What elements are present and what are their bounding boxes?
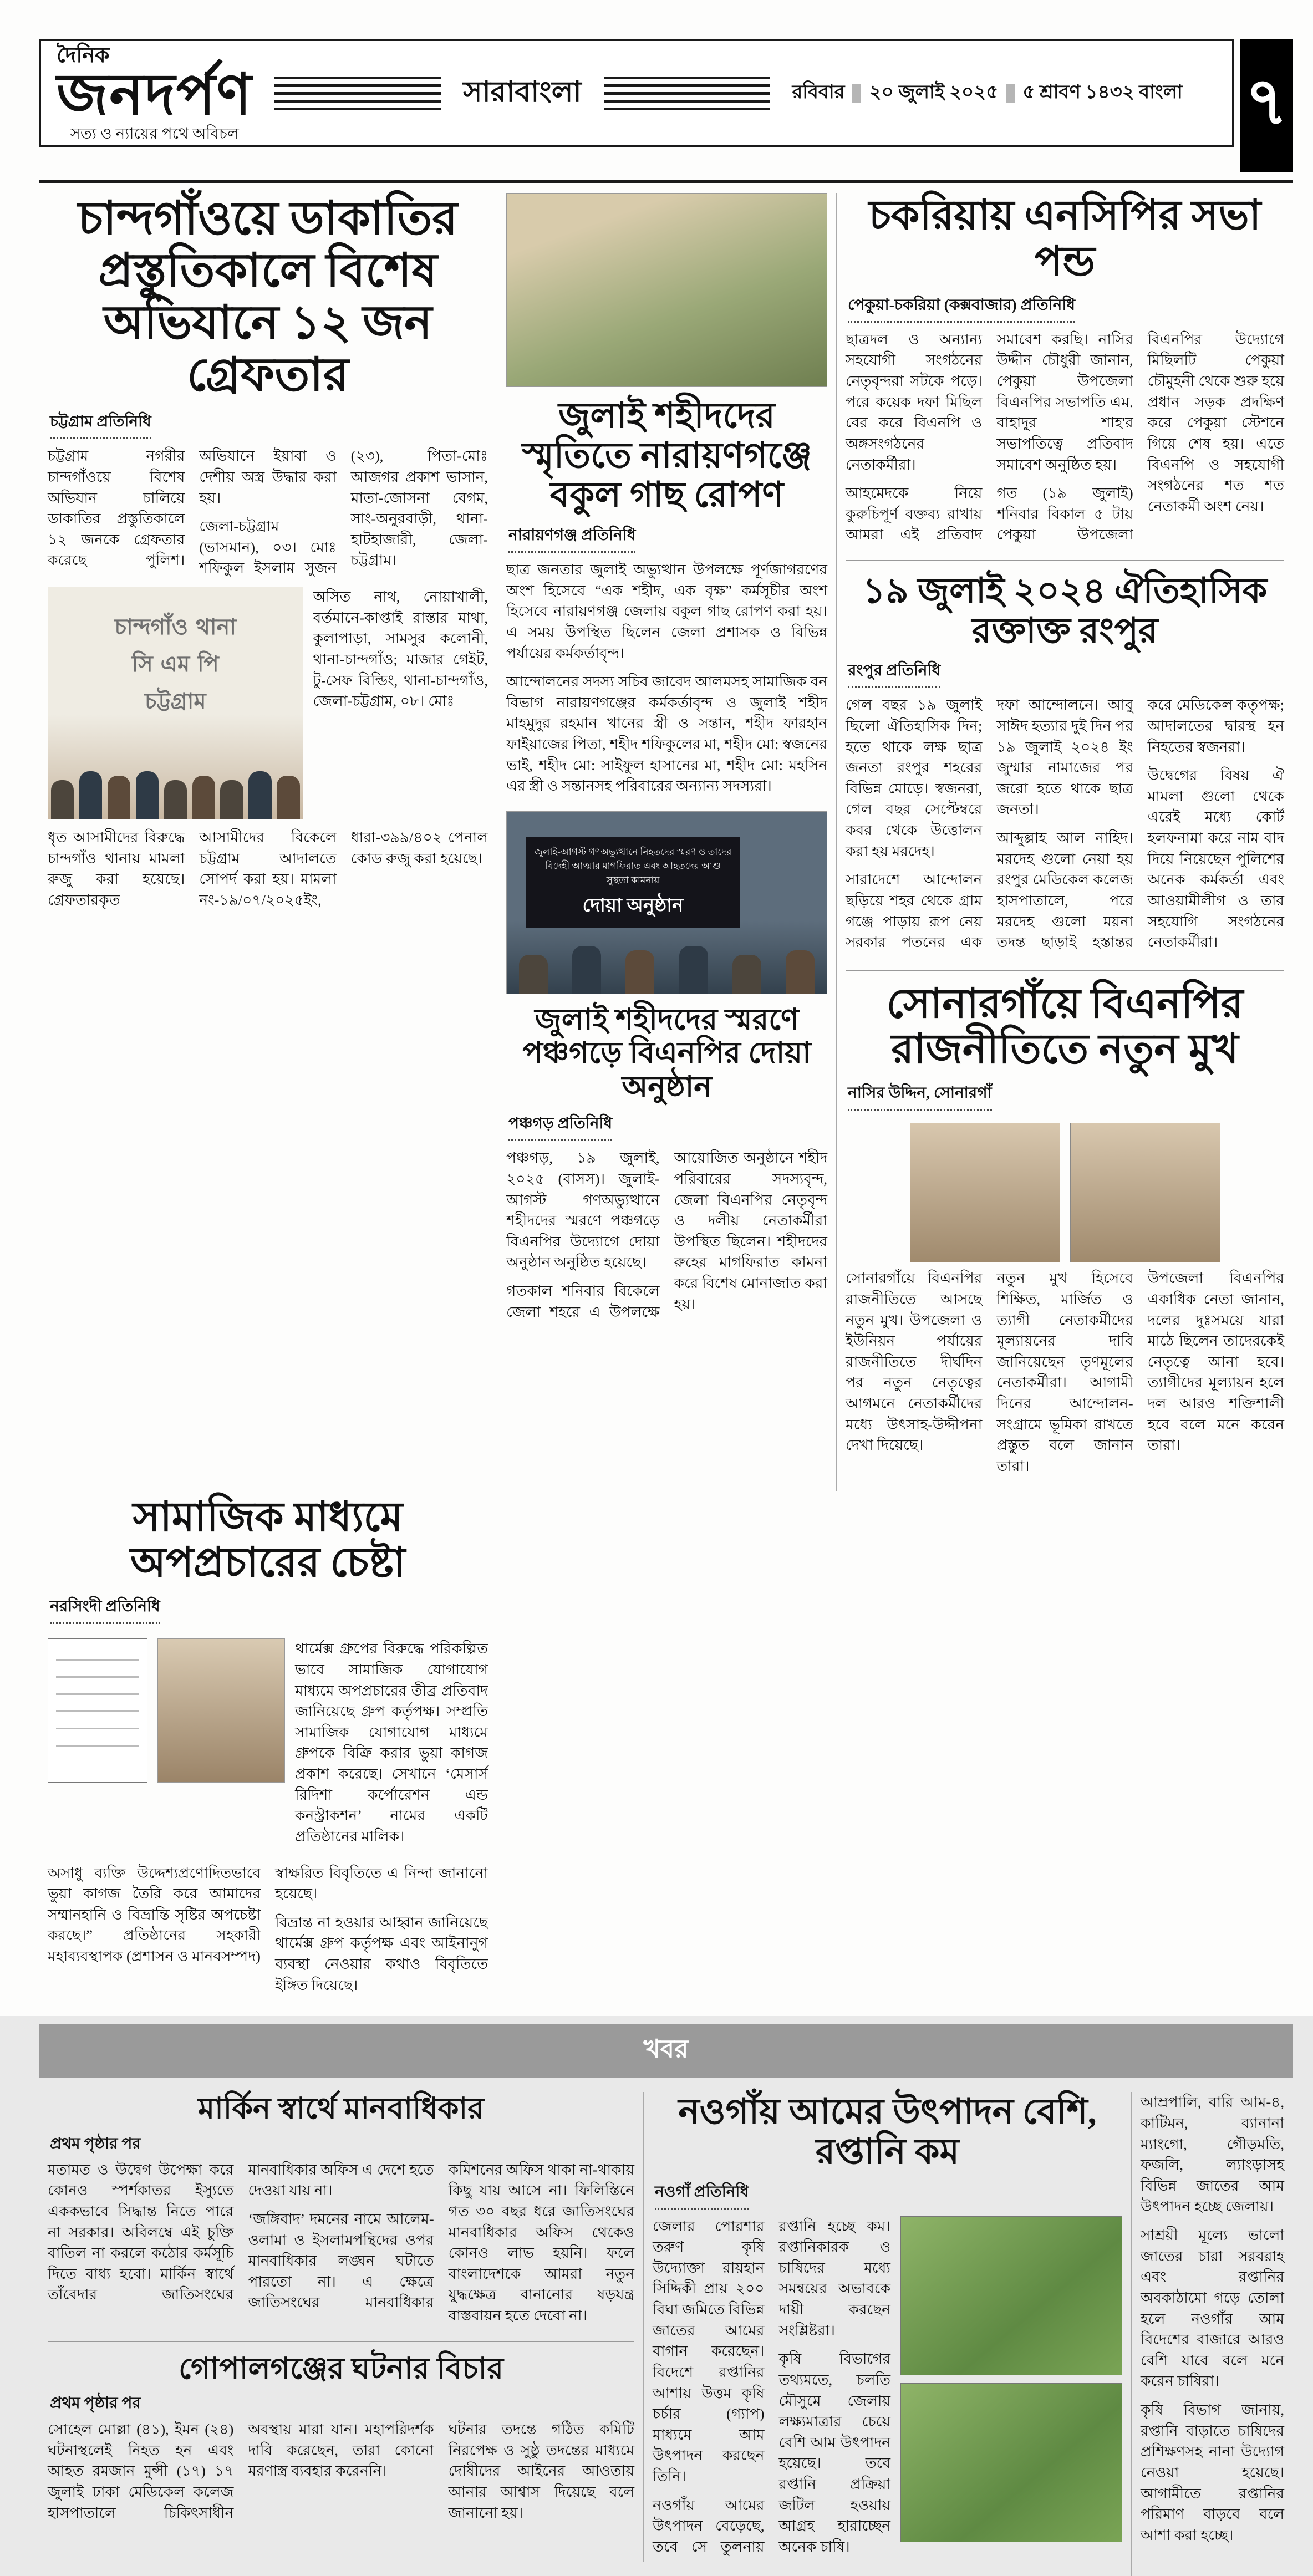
byline: পেকুয়া-চকরিয়া (কক্সবাজার) প্রতিনিধি <box>848 293 1075 323</box>
photo-wall-text-line2: সি এম পি চট্টগ্রাম <box>131 651 219 715</box>
photo-leader-portrait-1-image <box>910 1123 1060 1262</box>
right-column <box>836 193 1293 1491</box>
headline: সামাজিক মাধ্যমে অপপ্রচারের চেষ্টা <box>130 1494 406 1586</box>
byline: রংপুর প্রতিনিধি <box>848 658 940 688</box>
article-narsingdi-propaganda <box>39 1495 497 1996</box>
byline: নাসির উদ্দিন, সোনারগাঁ <box>848 1081 992 1111</box>
article-divider <box>846 970 1284 971</box>
header-rule <box>39 180 1293 183</box>
photo-mango-orchard-1-image <box>900 2216 1122 2375</box>
date-separator <box>1006 84 1015 103</box>
narsingdi-band-spacer <box>497 1495 1293 2010</box>
photo-dua-event-image <box>506 811 827 994</box>
continued-from-front-label: প্রথম পৃষ্ঠার পর <box>50 2395 141 2412</box>
headline: মার্কিন স্বার্থে মানবাধিকার <box>198 2092 484 2126</box>
banner-text: জুলাই-আগস্ট গণঅভ্যুত্থানে নিহতদের স্মরণ ও তাদের বিদেহী আত্মার মাগফিরাত এবং আহতদের আশু সুস্থতা কামনায় <box>534 846 732 885</box>
suspects-silhouettes <box>48 771 303 819</box>
article-body: থার্মেক্স গ্রুপের বিরুদ্ধে পরিকল্পিত ভাবে সামাজিক যোগাযোগ মাধ্যমে অপপ্রচারের তীব্র প্রতিবাদ জানিয়েছে গ্রুপ কর্তৃপক্ষ। সম্প্রতি সামাজিক যোগাযোগ মাধ্যমে গ্রুপকে বিক্রি করার ভুয়া কাগজ প্রকাশ করেছে। সেখানে ‘মেসার্স রিদিশা কর্পোরেশন এন্ড কনস্ট্রাকশন’ নামের একটি প্রতিষ্ঠানের মালিক। <box>295 1640 488 1845</box>
article-body-continued: অসাধু ব্যক্তি উদ্দেশ্যপ্রণোদিতভাবে ভুয়া কাগজ তৈরি করে আমাদের সম্মানহানি ও বিভ্রান্তি সৃষ্টির অপচেষ্টা করছে।” প্রতিষ্ঠানের সহকারী মহাব্যবস্থাপক (প্রশাসন ও মানবসম্পদ) স্বাক্ষরিত বিবৃতিতে এ নিন্দা জানানো হয়েছে। বিভ্রান্ত না হওয়ার আহ্বান জানিয়েছে থার্মেক্স গ্রুপ কর্তৃপক্ষ এবং আইনানুগ ব্যবস্থা নেওয়ার কথাও বিবৃতিতে ইঙ্গিত দিয়েছে। <box>48 1864 488 1993</box>
headline: সোনারগাঁয়ে বিএনপির রাজনীতিতে নতুন মুখ <box>886 981 1244 1073</box>
article-body: গেল বছর ১৯ জুলাই ছিলো ঐতিহাসিক দিন; হতে থাকে লক্ষ ছাত্র জনতা রংপুর শহরের বিভিন্ন মোড়ে। স্বজনরা, গেল বছর সেপ্টেম্বরে কবর থেকে উত্তোলন করা হয় মরদেহ। সারাদেশে আন্দোলন ছড়িয়ে শহর থেকে গ্রাম গঞ্জে পাড়ায় রূপ নেয় সরকার পতনের এক দফা আন্দোলনে। আবু সাঈদ হত্যার দুই দিন পর ১৯ জুলাই ২০২৪ ইং জুম্মার নামাজের পর জরো হতে থাকে ছাত্র জনতা। আব্দুল্লাহ আল নাহিদ। মরদেহ গুলো নেয়া হয় রংপুর মেডিকেল কলেজ হাসপাতালে, পরে মরদেহ গুলো ময়না তদন্ত ছাড়াই হস্তান্তর করে মেডিকেল কতৃপক্ষ; আদালতের দ্বারস্থ হন নিহতের স্বজনরা। উদ্বেগের বিষয় ঐ মামলা গুলো থেকে এরেই মধ্যে কোর্ট হলফনামা করে নাম বাদ দিয়ে নিয়েছেন পুলিশের অনেক কর্মকর্তা এবং আওয়ামীলীগ ও তার সহযোগি সংগঠনের নেতাকর্মীরা। <box>846 696 1284 951</box>
article-body: পঞ্চগড়, ১৯ জুলাই, ২০২৫ (বাসস)। জুলাই-আগস্ট গণঅভ্যুত্থানে শহীদদের স্মরণে পঞ্চগড়ে বিএনপির উদ্যোগে দোয়া অনুষ্ঠান অনুষ্ঠিত হয়েছে। গতকাল শনিবার বিকেলে জেলা শহরে এ উপলক্ষে আয়োজিত অনুষ্ঠানে শহীদ পরিবারের সদস্যবৃন্দ, জেলা বিএনপির নেতৃবৃন্দ ও দলীয় নেতাকর্মীরা উপস্থিত ছিলেন। শহীদদের রুহের মাগফিরাত কামনা করে বিশেষ মোনাজাত করা হয়। <box>506 1149 827 1320</box>
article-body: ছাত্রদল ও অন্যান্য সহযোগী সংগঠনের নেতৃবৃন্দরা সটকে পড়ে। পরে কয়েক দফা মিছিল বের করে বিএনপি ও অঙ্গসংগঠনের নেতাকর্মীরা। আহমেদকে নিয়ে কুরুচিপূর্ণ বক্তব্য রাখায় আমরা এই প্রতিবাদ সমাবেশ করছি। নাসির উদ্দীন চৌধুরী জানান, পেকুয়া উপজেলা বিএনপির সভাপতি এম. বাহাদুর শাহ'র সভাপতিত্বে প্রতিবাদ সমাবেশ অনুষ্ঠিত হয়। গত (১৯ জুলাই) শনিবার বিকাল ৫ টায় পেকুয়া উপজেলা বিএনপির উদ্যোগে মিছিলটি পেকুয়া চৌমুহনী থেকে শুরু হয়ে প্রধান সড়ক প্রদক্ষিণ করে পেকুয়া স্টেশনে গিয়ে শেষ হয়। এতে বিএনপি ও সহযোগী সংগঠনের শত শত নেতাকর্মী অংশ নেয়। <box>846 330 1284 543</box>
headline: জুলাই শহীদদের স্মরণে পঞ্চগড়ে বিএনপির দোয়া অনুষ্ঠান <box>522 1002 811 1103</box>
article-body: মতামত ও উদ্বেগ উপেক্ষা করে কোনও স্পর্শকাতর ইস্যুতে এককভাবে সিদ্ধান্ত নিতে পারে না সরকার। অবিলম্বে এই চুক্তি বাতিল না করলে কঠোর কর্মসূচি দিতে বাধ্য হবো। মার্কিন স্বার্থে তাঁবেদার জাতিসংঘের মানবাধিকার অফিস এ দেশে হতে দেওয়া যায় না। ‘জঙ্গিবাদ’ দমনের নামে আলেম-ওলামা ও ইসলামপন্থিদের ওপর মানবাধিকার লঙ্ঘন ঘটাতে পারতো না। এ ক্ষেত্রে জাতিসংঘের মানবাধিকার কমিশনের অফিস থাকা না-থাকায় কিছু যায় আসে না। ফিলিস্তিনে গত ৩০ বছর ধরে জাতিসংঘের মানবাধিকার অফিস থেকেও কোনও লাভ হয়নি। ফলে বাংলাদেশকে আমরা নতুন যুদ্ধক্ষেত্র বানানোর ষড়যন্ত্র বাস্তবায়ন হতে দেবো না। <box>48 2161 634 2324</box>
byline: নরসিংদী প্রতিনিধি <box>50 1594 160 1624</box>
photo-arrested-suspects-image <box>48 587 303 819</box>
section-divider-khobor: খবর <box>39 2024 1293 2078</box>
decorative-rules-right <box>604 77 770 110</box>
banner-title: দোয়া অনুষ্ঠান <box>582 895 684 917</box>
paper-name-prefix: দৈনিক <box>57 43 110 67</box>
photo-fake-document-image <box>48 1638 147 1783</box>
section-title: সারাবাংলা <box>463 75 582 109</box>
headline: গোপালগঞ্জের ঘটনার বিচার <box>179 2351 503 2385</box>
headline: জুলাই শহীদদের স্মৃতিতে নারায়ণগঞ্জে বকুল গাছ রোপণ <box>521 396 812 515</box>
event-banner <box>526 837 740 928</box>
article-rangpur-19-july <box>846 571 1284 956</box>
byline: নওগাঁ প্রতিনিধি <box>655 2180 749 2210</box>
byline: নারায়ণগঞ্জ প্রতিনিধি <box>508 523 635 553</box>
headline: চকরিয়ায় এনসিপির সভা পন্ড <box>868 193 1261 284</box>
photo-tree-planting-image <box>506 193 827 387</box>
masthead <box>39 39 1293 172</box>
byline: পঞ্চগড় প্রতিনিধি <box>508 1111 612 1141</box>
narsingdi-band <box>39 1495 1293 2010</box>
headline: ১৯ জুলাই ২০২৪ ঐতিহাসিক রক্তাক্ত রংপুর <box>862 571 1268 650</box>
bottom-right-column <box>1131 2092 1293 2575</box>
article-divider <box>48 2341 634 2342</box>
article-chandgaon-arrests <box>39 193 497 1477</box>
paper-name: জনদর্পণ <box>57 60 253 128</box>
edition-date-bangla: ৫ শ্রাবণ ১৪৩২ বাংলা <box>1022 82 1183 103</box>
continuation-text: আম্রপালি, বারি আম-৪, কাটিমন, ব্যানানা ম্যাংগো, গৌড়মতি, ফজলি, ল্যাংড়াসহ বিভিন্ন জাতের আম উৎপাদন হচ্ছে জেলায়। সাশ্রয়ী মূল্যে ভালো জাতের চারা সরবরাহ এবং রপ্তানির অবকাঠামো গড়ে তোলা হলে নওগাঁর আম বিদেশের বাজারে আরও বেশি যাবে বলে মনে করেন চাষিরা। কৃষি বিভাগ জানায়, রপ্তানি বাড়াতে চাষিদের প্রশিক্ষণসহ নানা উদ্যোগ নেওয়া হয়েছে। আগামীতে রপ্তানির পরিমাণ বাড়বে বলে আশা করা হচ্ছে। <box>1141 2094 1284 2543</box>
article-narayanganj-tree-planting <box>506 193 827 797</box>
edition-day: রবিবার <box>792 82 845 103</box>
article-chakaria-ncp-rally <box>846 193 1284 546</box>
article-sonargaon-bnp-new-faces <box>846 981 1284 1477</box>
mango-photo-stack <box>900 2216 1122 2562</box>
masthead-box <box>39 39 1234 147</box>
headline: চান্দগাঁওয়ে ডাকাতির প্রস্তুতিকালে বিশেষ অভিযানে ১২ জন গ্রেফতার <box>78 193 458 401</box>
article-gopalganj-trial <box>48 2352 634 2524</box>
photo-mango-orchard-2-image <box>900 2383 1122 2542</box>
page-number-badge: ৭ <box>1240 39 1293 172</box>
article-markin-human-rights <box>48 2092 634 2326</box>
paper-logo <box>57 44 252 142</box>
byline: চট্টগ্রাম প্রতিনিধি <box>50 409 151 439</box>
edition-date-gregorian: ২০ জুলাই ২০২৫ <box>869 82 999 103</box>
edition-date <box>792 78 1183 109</box>
article-body: সোহেল মোল্লা (৪১), ইমন (২৪) ঘটনাস্থলেই নিহত হন এবং আহত রমজান মুন্সী (১৭) ১৭ জুলাই ঢাকা মেডিকেল কলেজ হাসপাতালে চিকিৎসাধীন অবস্থায় মারা যান। মহাপরিদর্শক দাবি করেছেন, তারা কোনো মরণাস্ত্র ব্যবহার করেননি। ঘটনার তদন্তে গঠিত কমিটি নিরপেক্ষ ও সুষ্ঠু তদন্তের মাধ্যমে দোষীদের আইনের আওতায় আনার আশ্বাস দিয়েছে বলে জানানো হয়। <box>48 2421 634 2521</box>
date-separator <box>852 84 861 103</box>
article-body: চট্টগ্রাম নগরীর চান্দগাঁওয়ে বিশেষ অভিযান চালিয়ে ডাকাতির প্রস্তুতিকালে ১২ জনকে গ্রেফতার করেছে পুলিশ। অভিযানে ইয়াবা ও দেশীয় অস্ত্র উদ্ধার করা হয়। জেলা-চট্টগ্রাম (ভাসমান), ০৩। মোঃ শফিকুল ইসলাম সুজন (২৩), পিতা-মোঃ আজগর প্রকাশ ভাসান, মাতা-জোসনা বেগম, সাং-অনুরবাড়ী, থানা-হাটহাজারী, জেলা-চট্টগ্রাম। <box>48 447 488 577</box>
article-body-continued: ধৃত আসামীদের বিরুদ্ধে চান্দগাঁও থানায় মামলা রুজু করা হয়েছে। গ্রেফতারকৃত আসামীদের বিকেলে চট্টগ্রাম আদালতে সোপর্দ করা হয়। মামলা নং-১৯/০৭/২০২৫ইং, ধারা-৩৯৯/৪০২ পেনাল কোড রুজু করা হয়েছে। <box>48 829 488 908</box>
article-panchagarh-dua <box>506 811 827 1322</box>
middle-column <box>497 193 836 1491</box>
paper-tagline: সত্য ও ন্যায়ের পথে অবিচল <box>70 125 239 142</box>
photo-official-portrait-image <box>157 1638 285 1783</box>
article-body: সোনারগাঁয়ে বিএনপির রাজনীতিতে আসছে নতুন মুখ। উপজেলা ও ইউনিয়ন পর্যায়ের রাজনীতিতে দীর্ঘদিন পর নতুন নেতৃত্বের আগমনে নেতাকর্মীদের মধ্যে উৎসাহ-উদ্দীপনা দেখা দিয়েছে। নতুন মুখ হিসেবে শিক্ষিত, মার্জিত ও ত্যাগী নেতাকর্মীদের মূল্যায়নের দাবি জানিয়েছেন তৃণমূলের নেতাকর্মীরা। আগামী দিনের আন্দোলন-সংগ্রামে ভূমিকা রাখতে প্রস্তুত বলে জানান তারা। উপজেলা বিএনপির একাধিক নেতা জানান, দলের দুঃসময়ে যারা মাঠে ছিলেন তাদেরকেই নেতৃত্বে আনা হবে। ত্যাগীদের মূল্যায়ন হলে দল আরও শক্তিশালী হবে বলে মনে করেন তারা। <box>846 1270 1284 1474</box>
article-body: ছাত্র জনতার জুলাই অভ্যুত্থান উপলক্ষে পূর্ণজাগরণের অংশ হিসেবে “এক শহীদ, এক বৃক্ষ” কর্মসূচীর অংশ হিসেবে নারায়ণগঞ্জ জেলায় বকুল গাছ রোপণ করা হয়। এ সময় উপস্থিত ছিলেন জেলা প্রশাসক ও বিভিন্ন পর্যায়ের কর্মকর্তাবৃন্দ। আন্দোলনের সদস্য সচিব জাবেদ আলমসহ সামাজিক বন বিভাগ নারায়ণগঞ্জের কর্মকর্তাবৃন্দ ও জুলাই শহীদ মাহমুদুর রহমান খানের স্ত্রী ও সন্তান, শহীদ ফারহান ফাইয়াজের পিতা, শহীদ শফিকুলের মা, শহীদ মো: স্বজনের ভাই, শহীদ মো: সাইফুল হাসানের মা, শহীদ মো: মহসিন এর স্ত্রী ও সন্তানসহ পরিবারের অন্যান্য সদস্যরা। <box>506 561 827 795</box>
top-band <box>39 193 1293 1491</box>
bottom-band <box>39 2092 1293 2575</box>
photo-wall-text-line1: চান্দগাঁও থানা <box>114 614 236 640</box>
headline: নওগাঁয় আমের উৎপাদন বেশি, রপ্তানি কম <box>678 2092 1097 2171</box>
article-naogaon-mango <box>643 2092 1131 2561</box>
continued-from-front-label: প্রথম পৃষ্ঠার পর <box>50 2135 141 2152</box>
attendees-silhouettes <box>507 946 827 994</box>
article-body-side: অসিত নাথ, নোয়াখালী, বর্তমানে-কাপ্তাই রাস্তার মাথা, কুলাপাড়া, সামসুর কলোনী, থানা-চান্দগাঁও; মাজার গেইট, টু-সেফ বিল্ডিং, থানা-চান্দগাঁও, জেলা-চট্টগ্রাম, ০৮। মোঃ <box>313 588 488 710</box>
decorative-rules-left <box>274 77 441 110</box>
article-divider <box>846 560 1284 561</box>
photo-leader-portrait-2-image <box>1070 1123 1220 1262</box>
article-body: জেলার পোরশার তরুণ কৃষি উদ্যোক্তা রায়হান সিদ্দিকী প্রায় ২০০ বিঘা জমিতে বিভিন্ন জাতের আমের বাগান করেছেন। বিদেশে রপ্তানির আশায় উত্তম কৃষি চর্চার (গ্যাপ) মাধ্যমে আম উৎপাদন করছেন তিনি। নওগাঁয় আমের উৎপাদন বেড়েছে, তবে সে তুলনায় রপ্তানি হচ্ছে কম। রপ্তানিকারক ও চাষিদের মধ্যে সমন্বয়ের অভাবকে দায়ী করছেন সংশ্লিষ্টরা। কৃষি বিভাগের তথ্যমতে, চলতি মৌসুমে জেলায় লক্ষ্যমাত্রার চেয়ে বেশি আম উৎপাদন হয়েছে। তবে রপ্তানি প্রক্রিয়া জটিল হওয়ায় আগ্রহ হারাচ্ছেন অনেক চাষি। <box>653 2217 890 2555</box>
bottom-left-column <box>39 2092 643 2575</box>
